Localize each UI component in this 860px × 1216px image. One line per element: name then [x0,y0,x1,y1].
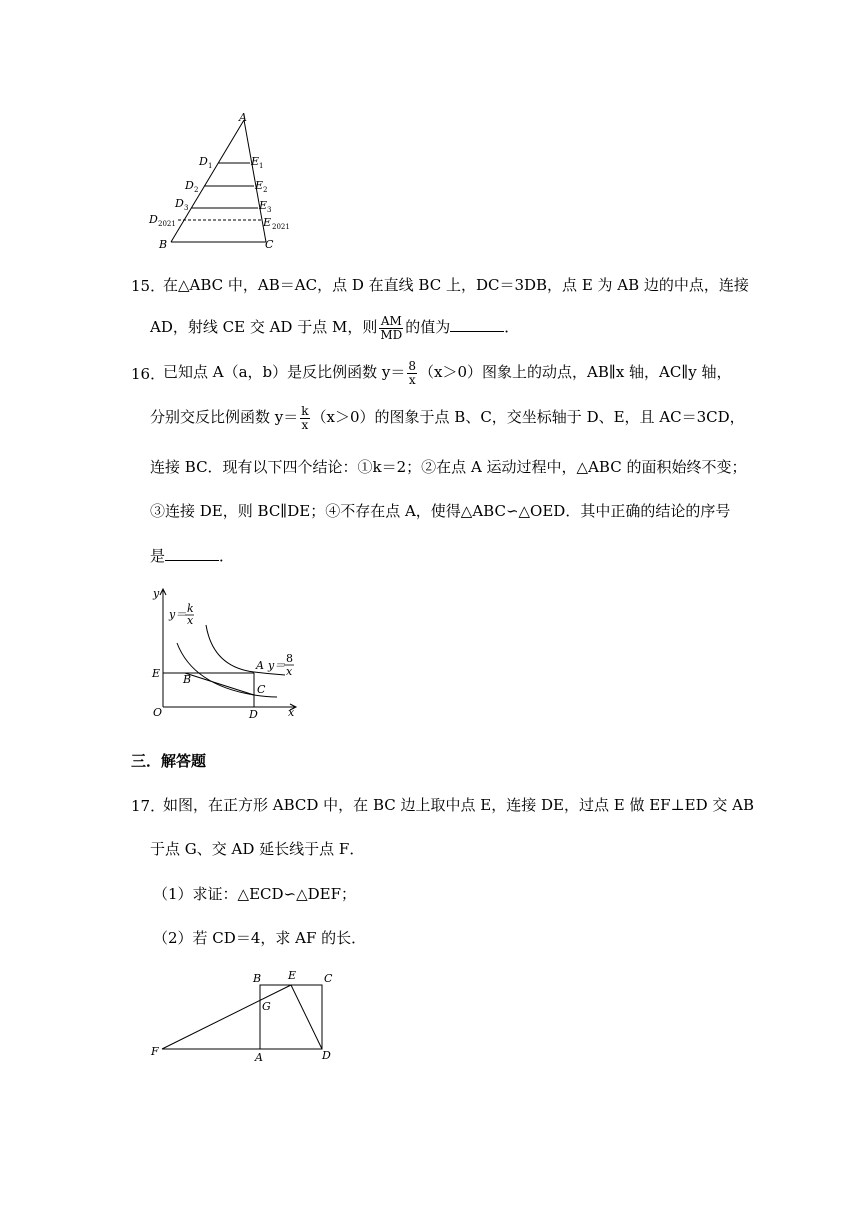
q17-line1: 如图，在正方形 ABCD 中，在 BC 边上取中点 E，连接 DE，过点 E 做 EF⊥ED 交 AB [163,796,755,814]
label-A: A [255,1051,263,1064]
axis-y-label: y [153,587,160,600]
q16-fraction-k-x: $\frac{k}{x}$ [301,403,309,432]
answer-blank-15[interactable] [450,317,504,332]
label-A: A [256,659,264,672]
q17-part1: （1）求证：△ECD∽△DEF； [153,885,357,903]
label-E2021: E [263,216,272,229]
label-B: B [159,238,168,251]
label-O: O [153,706,163,719]
section-title: 三．解答题 [131,752,207,770]
svg-text:3: 3 [267,206,272,214]
svg-text:1: 1 [259,162,264,170]
triangle-figure [140,108,300,254]
svg-text:k: k [187,602,194,615]
label-D2: D [185,179,194,192]
label-G: G [262,1000,271,1013]
q16-line3: 连接 BC．现有以下四个结论：①k＝2；②在点 A 运动过程中，△ABC 的面积始终不变； [150,458,747,476]
q16-line2: 分别交反比例函数 y＝ $\frac{k}{x}$ （x＞0）的图象于点 B、C，交坐标轴于 D、E，且 AC＝3CD， [150,403,745,432]
q15-line2: AD，射线 CE 交 AD 于点 M，则 $\frac{AM}{MD}$ 的值为 ． [150,313,520,342]
q17-line2: 于点 G、交 AD 延长线于点 F． [150,840,365,858]
label-B: B [183,673,192,686]
label-D: D [322,1049,331,1062]
label-F: F [151,1045,159,1058]
label-B: B [253,972,262,985]
curve-k-label: y＝ [169,608,187,621]
q17-part2: （2）若 CD＝4，求 AF 的长． [153,929,367,947]
q15-fraction: $\frac{AM}{MD}$ [380,313,403,342]
q15-number: 15． [131,277,166,295]
label-E3: E [259,199,268,212]
q15-line1: 在△ABC 中，AB＝AC，点 D 在直线 BC 上，DC＝3DB，点 E 为 AB 边的中点，连接 [163,276,749,294]
label-C: C [257,683,266,696]
label-D: D [249,708,258,721]
label-A: A [239,111,247,124]
svg-text:2: 2 [194,186,199,194]
curve-8-label: y＝ [268,659,286,672]
svg-text:2021: 2021 [158,220,176,228]
svg-text:2021: 2021 [272,223,290,231]
label-E2: E [255,179,264,192]
q16-line4: ③连接 DE，则 BC∥DE；④不存在点 A，使得△ABC∽△OED．其中正确的结论的序号 [150,502,731,520]
label-C: C [324,972,333,985]
q16-line5: 是 ． [150,547,235,565]
q17-number: 17． [131,797,166,815]
label-D2021: D [149,213,158,226]
label-C: C [265,238,274,251]
label-D1: D [199,155,208,168]
svg-text:1: 1 [208,162,213,170]
svg-text:8: 8 [286,652,293,665]
q16-fraction-8-x: $\frac{8}{x}$ [408,358,417,387]
square-figure [145,965,345,1070]
axis-x-label: x [288,706,295,719]
svg-text:2: 2 [263,186,268,194]
function-graph-figure [145,585,310,725]
svg-text:x: x [187,614,194,627]
answer-blank-16[interactable] [165,546,219,561]
q16-line1: 已知点 A（a，b）是反比例函数 y＝ $\frac{8}{x}$ （x＞0）图象上的动点，AB∥x 轴，AC∥y 轴， [163,358,732,387]
q16-number: 16． [131,365,166,383]
label-E: E [152,667,161,680]
svg-text:3: 3 [184,204,189,212]
svg-text:x: x [286,665,293,678]
label-E1: E [251,155,260,168]
label-E: E [288,969,297,982]
label-D3: D [175,197,184,210]
